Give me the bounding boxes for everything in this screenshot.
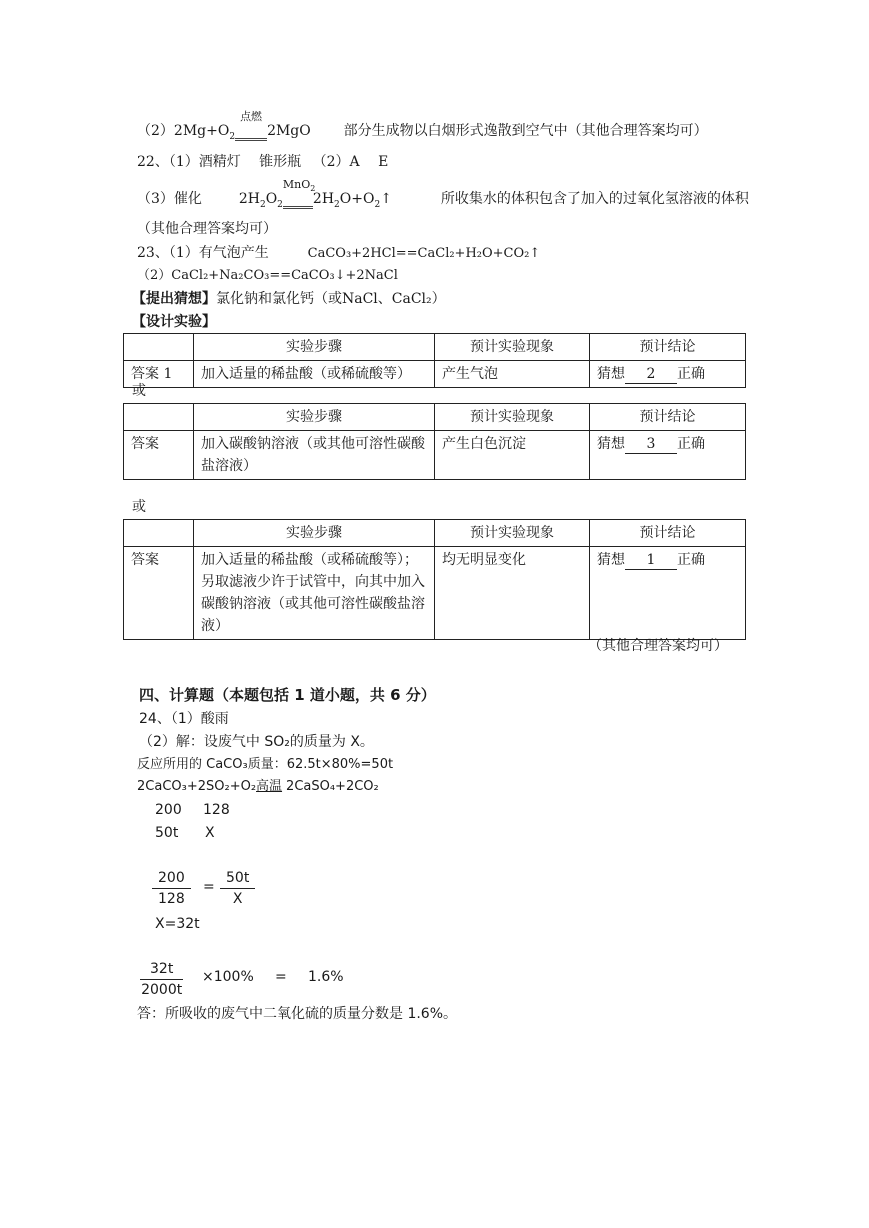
ratio-fraction-2 [220,868,255,909]
catalyst-condition [282,178,316,209]
q22-note: （其他合理答案均可） [137,221,277,237]
table-row [124,547,746,640]
header-conclusion: 预计结论 [590,520,746,547]
hypothesis-number: 2 [625,366,677,384]
answer-table-2 [123,403,746,480]
phenomenon-cell: 产生气泡 [435,361,590,388]
or-label-2: 或 [132,499,146,515]
header-conclusion: 预计结论 [590,334,746,361]
subscript: 2 [277,199,283,210]
fraction-numerator: 50t [220,868,255,889]
percent-equals: = [275,969,287,985]
fraction-denominator: X [232,891,243,907]
header-phenomenon: 预计实验现象 [435,404,590,431]
fraction-numerator: 32t [140,959,183,980]
q23-part1: 23、（1）有气泡产生 [137,245,269,261]
product: 2H [312,191,335,207]
ratio-fraction-1 [152,868,191,909]
q24-part1: 24、（1）酸雨 [139,711,229,727]
fraction-denominator: 128 [158,891,185,907]
header-steps: 实验步骤 [194,334,435,361]
hypothesis-text: 氯化钠和氯化钙（或NaCl、CaCl₂） [216,291,446,307]
answer-label: 答案 [124,431,194,480]
mass-unknown: X [205,825,215,841]
x-result: X=32t [155,916,200,932]
reactant: O [265,191,278,207]
header-cell-empty [124,334,194,361]
q22-part3-line [137,178,749,214]
header-steps: 实验步骤 [194,404,435,431]
ratio-equals: = [203,879,215,895]
header-cell-empty [124,404,194,431]
q21-explanation: 部分生成物以白烟形式逸散到空气中（其他合理答案均可） [343,123,708,139]
phenomenon-cell: 均无明显变化 [435,547,590,640]
header-conclusion: 预计结论 [590,404,746,431]
header-cell-empty [124,520,194,547]
answer-label: 答案 [124,547,194,640]
q24-equation [137,778,379,796]
molar-mass-1: 200 [155,802,182,818]
q23-equation1: CaCO₃+2HCl==CaCl₂+H₂O+CO₂↑ [307,246,541,261]
answer-table-1 [123,333,746,388]
condition-text: 点燃 [240,110,263,123]
answer-table-3 [123,519,746,640]
q22-part3-prefix: （3）催化 [137,191,202,207]
catalyst-text: MnO$_2$ [282,178,316,194]
hypothesis-number: 1 [625,552,677,570]
subscript: 2 [259,199,266,210]
q21-part2-line [137,110,708,146]
q23-note: （其他合理答案均可） [588,638,728,654]
table-row [124,431,746,480]
header-phenomenon: 预计实验现象 [435,334,590,361]
conclusion-cell: 猜想 1 正确 [590,547,746,640]
step-cell: 加入适量的稀盐酸（或稀硫酸等） [194,361,435,388]
q22-part3-explanation: 所收集水的体积包含了加入的过氧化氢溶液的体积 [440,191,749,207]
percent-fraction [140,959,183,1000]
percent-result: 1.6% [308,969,344,985]
molar-mass-2: 128 [203,802,230,818]
fraction-denominator: 2000t [141,982,183,998]
conclusion-cell: 猜想 3 正确 [590,431,746,480]
table-row [124,361,746,388]
conclusion-cell: 猜想 2 正确 [590,361,746,388]
gas-arrow: ↑ [380,191,392,207]
q24-answer: 答：所吸收的废气中二氧化硫的质量分数是 1.6%。 [137,1006,458,1022]
q24-mass-line: 反应所用的 CaCO₃质量：62.5t×80%=50t [137,757,394,772]
q22-line1: 22、（1）酒精灯 锥形瓶 （2）A E [137,154,389,170]
q21-reactants: （2）2Mg+O [137,123,230,139]
table-header-row [124,404,746,431]
step-cell: 加入适量的稀盐酸（或稀硫酸等）；另取滤液少许于试管中，向其中加入碳酸钠溶液（或其他可溶性碳酸盐溶液） [194,547,435,640]
hypothesis-number: 3 [625,436,677,454]
phenomenon-cell: 产生白色沉淀 [435,431,590,480]
hypothesis-label: 【提出猜想】 [132,291,216,307]
product: O+O [339,191,375,207]
mass-known: 50t [155,825,179,841]
q23-hypothesis [132,290,446,308]
subscript: 2 [334,199,340,210]
or-label-1: 或 [132,383,146,399]
q21-product: 2MgO [267,123,311,139]
step-cell: 加入碳酸钠溶液（或其他可溶性碳酸盐溶液） [194,431,435,480]
table-header-row [124,334,746,361]
equation-condition: 高温 [256,779,283,794]
equation-products: 2CaSO₄+2CO₂ [286,779,379,794]
header-phenomenon: 预计实验现象 [435,520,590,547]
reactant: 2H [238,191,260,207]
subscript: 2 [229,131,236,142]
equation-reactants: 2CaCO₃+2SO₂+O₂ [137,779,257,794]
section-title: 四、计算题（本题包括 1 道小题，共 6 分） [139,686,436,704]
q23-line1 [137,244,540,263]
header-steps: 实验步骤 [194,520,435,547]
subscript: 2 [374,199,381,210]
reaction-condition [235,110,267,141]
fraction-numerator: 200 [152,868,191,889]
answer-label: 答案 1 [124,361,194,388]
table-header-row [124,520,746,547]
q24-part2: （2）解：设废气中 SO₂的质量为 X。 [139,734,374,750]
q23-line2: （2）CaCl₂+Na₂CO₃==CaCO₃↓+2NaCl [137,268,398,283]
design-label: 【设计实验】 [132,314,216,330]
percent-multiplier: ×100% [202,969,254,985]
